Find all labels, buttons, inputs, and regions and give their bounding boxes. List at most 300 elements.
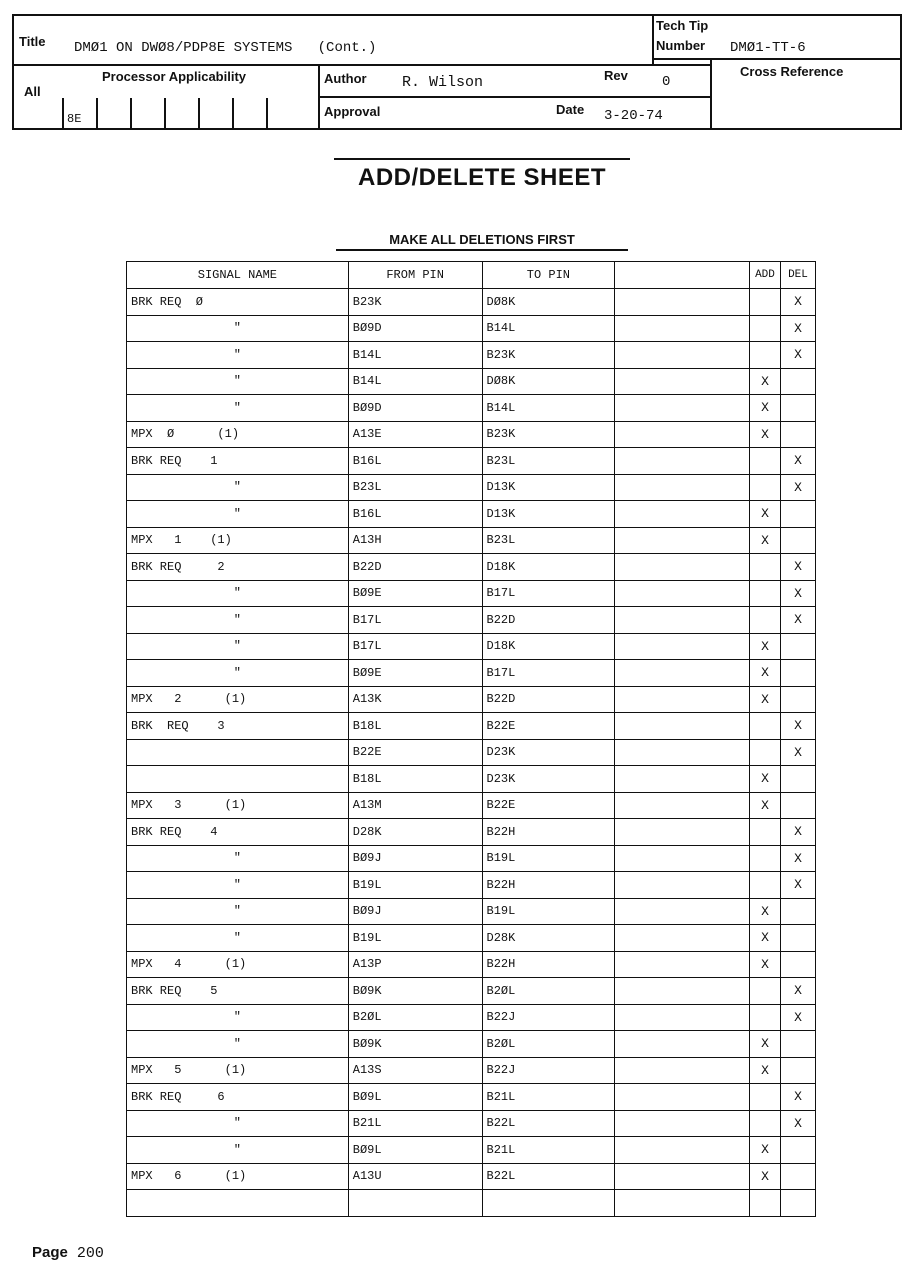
del-mark-cell: X: [780, 289, 815, 316]
processor-cell: [96, 98, 130, 128]
processor-cell: [164, 98, 198, 128]
signal-name-cell: BRK REQ 2: [127, 554, 349, 581]
from-pin-cell: B18L: [348, 766, 482, 793]
table-row: [127, 792, 816, 819]
table-body: [127, 289, 816, 1217]
ditto-mark: ": [233, 1010, 241, 1025]
to-pin-cell: [482, 1190, 615, 1217]
add-mark-cell: [749, 289, 780, 316]
to-pin-cell: D18K: [482, 633, 615, 660]
add-mark-cell: X: [749, 1031, 780, 1058]
del-mark-cell: X: [780, 713, 815, 740]
to-pin-cell: B23K: [482, 421, 615, 448]
table-row: [127, 395, 816, 422]
del-mark-cell: X: [780, 315, 815, 342]
ditto-mark: ": [233, 480, 241, 495]
table-row: [127, 739, 816, 766]
del-mark-cell: [780, 792, 815, 819]
del-mark-cell: [780, 633, 815, 660]
table-row: [127, 501, 816, 528]
add-mark-cell: X: [749, 395, 780, 422]
del-mark-cell: [780, 501, 815, 528]
table-row: [127, 554, 816, 581]
from-pin-cell: B22D: [348, 554, 482, 581]
table-row: [127, 289, 816, 316]
to-pin-cell: B22J: [482, 1057, 615, 1084]
add-mark-cell: [749, 872, 780, 899]
to-pin-cell: B2ØL: [482, 978, 615, 1005]
blank-cell: [615, 1110, 750, 1137]
table-row: [127, 580, 816, 607]
add-mark-cell: X: [749, 951, 780, 978]
ditto-mark: ": [233, 347, 241, 362]
to-pin-cell: B17L: [482, 660, 615, 687]
title-value: DMØ1 ON DWØ8/PDP8E SYSTEMS (Cont.): [74, 40, 377, 56]
ditto-mark: ": [233, 374, 241, 389]
del-mark-cell: [780, 1031, 815, 1058]
blank-cell: [615, 978, 750, 1005]
blank-cell: [615, 633, 750, 660]
to-pin-cell: B19L: [482, 898, 615, 925]
from-pin-cell: B17L: [348, 633, 482, 660]
from-pin-cell: A13E: [348, 421, 482, 448]
signal-name-cell: [127, 739, 349, 766]
to-pin-cell: D18K: [482, 554, 615, 581]
add-mark-cell: X: [749, 1163, 780, 1190]
signal-name-cell: MPX 3 (1): [127, 792, 349, 819]
blank-cell: [615, 739, 750, 766]
signal-name-cell: MPX 2 (1): [127, 686, 349, 713]
del-mark-cell: X: [780, 607, 815, 634]
del-mark-cell: X: [780, 819, 815, 846]
from-pin-cell: B16L: [348, 448, 482, 475]
from-pin-cell: B19L: [348, 925, 482, 952]
blank-cell: [615, 898, 750, 925]
blank-cell: [615, 819, 750, 846]
signal-name-cell: [127, 1137, 349, 1164]
signal-name-cell: BRK REQ 1: [127, 448, 349, 475]
col-header-to: TO PIN: [482, 262, 615, 289]
signal-name-cell: [127, 925, 349, 952]
del-mark-cell: [780, 660, 815, 687]
from-pin-cell: BØ9E: [348, 580, 482, 607]
from-pin-cell: B21L: [348, 1110, 482, 1137]
date-label: Date: [556, 102, 585, 117]
del-mark-cell: X: [780, 1110, 815, 1137]
processor-cell: [130, 98, 164, 128]
add-mark-cell: X: [749, 925, 780, 952]
from-pin-cell: A13U: [348, 1163, 482, 1190]
from-pin-cell: BØ9J: [348, 898, 482, 925]
table-row: [127, 1110, 816, 1137]
blank-cell: [615, 607, 750, 634]
del-mark-cell: X: [780, 1084, 815, 1111]
to-pin-cell: B21L: [482, 1137, 615, 1164]
from-pin-cell: BØ9K: [348, 1031, 482, 1058]
del-mark-cell: X: [780, 342, 815, 369]
table-row: [127, 1190, 816, 1217]
from-pin-cell: BØ9L: [348, 1084, 482, 1111]
blank-cell: [615, 1190, 750, 1217]
from-pin-cell: [348, 1190, 482, 1217]
del-mark-cell: [780, 1163, 815, 1190]
ditto-mark: ": [233, 930, 241, 945]
col-header-signal: SIGNAL NAME: [127, 262, 349, 289]
add-mark-cell: [749, 739, 780, 766]
to-pin-cell: B22H: [482, 819, 615, 846]
blank-cell: [615, 474, 750, 501]
title-label: Title: [19, 34, 46, 49]
ditto-mark: ": [233, 877, 241, 892]
table-row: [127, 978, 816, 1005]
to-pin-cell: DØ8K: [482, 368, 615, 395]
processor-cell: [232, 98, 266, 128]
from-pin-cell: BØ9J: [348, 845, 482, 872]
ditto-mark: ": [233, 851, 241, 866]
to-pin-cell: B22J: [482, 1004, 615, 1031]
table-row: [127, 474, 816, 501]
del-mark-cell: [780, 395, 815, 422]
ditto-mark: ": [233, 639, 241, 654]
add-mark-cell: [749, 1004, 780, 1031]
from-pin-cell: B2ØL: [348, 1004, 482, 1031]
to-pin-cell: D28K: [482, 925, 615, 952]
to-pin-cell: B22L: [482, 1110, 615, 1137]
to-pin-cell: B22H: [482, 872, 615, 899]
add-mark-cell: X: [749, 527, 780, 554]
blank-cell: [615, 1084, 750, 1111]
del-mark-cell: [780, 766, 815, 793]
add-mark-cell: X: [749, 368, 780, 395]
blank-cell: [615, 368, 750, 395]
table-row: [127, 342, 816, 369]
from-pin-cell: A13K: [348, 686, 482, 713]
to-pin-cell: B22L: [482, 1163, 615, 1190]
signal-name-cell: [127, 580, 349, 607]
del-mark-cell: X: [780, 554, 815, 581]
del-mark-cell: X: [780, 474, 815, 501]
to-pin-cell: D23K: [482, 739, 615, 766]
add-mark-cell: X: [749, 660, 780, 687]
col-header-from: FROM PIN: [348, 262, 482, 289]
blank-cell: [615, 1163, 750, 1190]
add-mark-cell: [749, 448, 780, 475]
signal-name-cell: BRK REQ 3: [127, 713, 349, 740]
add-mark-cell: X: [749, 1137, 780, 1164]
table-row: [127, 925, 816, 952]
from-pin-cell: BØ9E: [348, 660, 482, 687]
blank-cell: [615, 766, 750, 793]
del-mark-cell: [780, 1057, 815, 1084]
blank-cell: [615, 448, 750, 475]
signal-name-cell: [127, 660, 349, 687]
to-pin-cell: B14L: [482, 315, 615, 342]
table-row: [127, 1057, 816, 1084]
signal-name-cell: [127, 474, 349, 501]
signal-name-cell: BRK REQ 4: [127, 819, 349, 846]
to-pin-cell: B22D: [482, 686, 615, 713]
page-number: 200: [76, 1245, 104, 1262]
add-mark-cell: [749, 1190, 780, 1217]
ditto-mark: ": [233, 321, 241, 336]
all-label: All: [24, 84, 41, 99]
col-header-del: DEL: [780, 262, 815, 289]
add-mark-cell: X: [749, 792, 780, 819]
table-row: [127, 1137, 816, 1164]
table-header-row: [127, 262, 816, 289]
blank-cell: [615, 527, 750, 554]
add-mark-cell: [749, 845, 780, 872]
blank-cell: [615, 925, 750, 952]
del-mark-cell: [780, 925, 815, 952]
ditto-mark: ": [233, 400, 241, 415]
table-row: [127, 315, 816, 342]
blank-cell: [615, 660, 750, 687]
blank-cell: [615, 315, 750, 342]
from-pin-cell: B18L: [348, 713, 482, 740]
to-pin-cell: DØ8K: [482, 289, 615, 316]
approval-label: Approval: [324, 104, 381, 119]
signal-name-cell: [127, 1190, 349, 1217]
add-mark-cell: [749, 554, 780, 581]
blank-cell: [615, 501, 750, 528]
instruction-text: MAKE ALL DELETIONS FIRST: [336, 232, 628, 251]
ditto-mark: ": [233, 665, 241, 680]
blank-cell: [615, 421, 750, 448]
add-mark-cell: [749, 713, 780, 740]
to-pin-cell: B23L: [482, 448, 615, 475]
signal-name-cell: [127, 368, 349, 395]
blank-cell: [615, 395, 750, 422]
processor-cell: [266, 98, 300, 128]
to-pin-cell: B2ØL: [482, 1031, 615, 1058]
crossref-label: Cross Reference: [740, 64, 844, 79]
del-mark-cell: [780, 368, 815, 395]
to-pin-cell: B23K: [482, 342, 615, 369]
table-row: [127, 421, 816, 448]
table-row: [127, 660, 816, 687]
signal-name-cell: MPX 5 (1): [127, 1057, 349, 1084]
from-pin-cell: BØ9L: [348, 1137, 482, 1164]
signal-name-cell: BRK REQ 6: [127, 1084, 349, 1111]
signal-name-cell: BRK REQ Ø: [127, 289, 349, 316]
signal-name-cell: BRK REQ 5: [127, 978, 349, 1005]
ditto-mark: ": [233, 612, 241, 627]
processor-cell: [198, 98, 232, 128]
add-mark-cell: [749, 474, 780, 501]
ditto-mark: ": [233, 1142, 241, 1157]
table-row: [127, 1004, 816, 1031]
del-mark-cell: X: [780, 845, 815, 872]
del-mark-cell: X: [780, 739, 815, 766]
del-mark-cell: [780, 1190, 815, 1217]
add-mark-cell: X: [749, 898, 780, 925]
table-row: [127, 1031, 816, 1058]
from-pin-cell: B14L: [348, 368, 482, 395]
table-row: [127, 527, 816, 554]
from-pin-cell: A13M: [348, 792, 482, 819]
from-pin-cell: D28K: [348, 819, 482, 846]
to-pin-cell: B23L: [482, 527, 615, 554]
number-value: DMØ1-TT-6: [730, 40, 806, 56]
signal-name-cell: [127, 872, 349, 899]
add-mark-cell: X: [749, 501, 780, 528]
table-row: [127, 607, 816, 634]
signal-name-cell: [127, 501, 349, 528]
from-pin-cell: BØ9D: [348, 315, 482, 342]
add-mark-cell: [749, 607, 780, 634]
to-pin-cell: D13K: [482, 474, 615, 501]
from-pin-cell: BØ9K: [348, 978, 482, 1005]
table-row: [127, 819, 816, 846]
to-pin-cell: B14L: [482, 395, 615, 422]
header-form: [12, 14, 902, 130]
col-header-blank: [615, 262, 750, 289]
blank-cell: [615, 1057, 750, 1084]
blank-cell: [615, 1004, 750, 1031]
add-mark-cell: [749, 978, 780, 1005]
table-row: [127, 766, 816, 793]
to-pin-cell: B22H: [482, 951, 615, 978]
processor-cell: 8E: [62, 98, 96, 128]
table-row: [127, 368, 816, 395]
to-pin-cell: B17L: [482, 580, 615, 607]
author-label: Author: [324, 71, 367, 86]
from-pin-cell: B17L: [348, 607, 482, 634]
add-mark-cell: [749, 315, 780, 342]
add-mark-cell: X: [749, 633, 780, 660]
signal-name-cell: [127, 845, 349, 872]
from-pin-cell: B23L: [348, 474, 482, 501]
page-footer: [32, 1244, 104, 1262]
del-mark-cell: [780, 686, 815, 713]
rev-label: Rev: [604, 68, 628, 83]
to-pin-cell: D23K: [482, 766, 615, 793]
processor-label: Processor Applicability: [102, 69, 247, 84]
from-pin-cell: BØ9D: [348, 395, 482, 422]
add-mark-cell: [749, 1084, 780, 1111]
table-row: [127, 1163, 816, 1190]
blank-cell: [615, 342, 750, 369]
sheet-title: ADD/DELETE SHEET: [334, 158, 630, 192]
techtip-label: Tech Tip: [656, 18, 709, 33]
add-mark-cell: X: [749, 766, 780, 793]
add-mark-cell: X: [749, 686, 780, 713]
add-mark-cell: X: [749, 421, 780, 448]
del-mark-cell: X: [780, 448, 815, 475]
table-row: [127, 713, 816, 740]
del-mark-cell: X: [780, 872, 815, 899]
table-row: [127, 633, 816, 660]
to-pin-cell: B21L: [482, 1084, 615, 1111]
del-mark-cell: X: [780, 1004, 815, 1031]
blank-cell: [615, 845, 750, 872]
from-pin-cell: A13S: [348, 1057, 482, 1084]
del-mark-cell: [780, 421, 815, 448]
ditto-mark: ": [233, 1036, 241, 1051]
del-mark-cell: X: [780, 978, 815, 1005]
to-pin-cell: B22E: [482, 792, 615, 819]
to-pin-cell: D13K: [482, 501, 615, 528]
ditto-mark: ": [233, 904, 241, 919]
page-label: Page: [32, 1244, 68, 1261]
to-pin-cell: B22D: [482, 607, 615, 634]
processor-cells: [62, 98, 300, 130]
add-mark-cell: [749, 342, 780, 369]
signal-name-cell: [127, 633, 349, 660]
to-pin-cell: B22E: [482, 713, 615, 740]
add-mark-cell: X: [749, 1057, 780, 1084]
table-row: [127, 686, 816, 713]
from-pin-cell: B23K: [348, 289, 482, 316]
signal-name-cell: [127, 395, 349, 422]
add-delete-table: [126, 261, 816, 1217]
date-value: 3-20-74: [604, 108, 663, 124]
from-pin-cell: B19L: [348, 872, 482, 899]
del-mark-cell: [780, 898, 815, 925]
author-value: R. Wilson: [402, 74, 484, 91]
blank-cell: [615, 713, 750, 740]
blank-cell: [615, 951, 750, 978]
signal-name-cell: MPX 1 (1): [127, 527, 349, 554]
from-pin-cell: A13H: [348, 527, 482, 554]
blank-cell: [615, 792, 750, 819]
table-row: [127, 898, 816, 925]
signal-name-cell: [127, 898, 349, 925]
blank-cell: [615, 580, 750, 607]
signal-name-cell: MPX Ø (1): [127, 421, 349, 448]
del-mark-cell: X: [780, 580, 815, 607]
blank-cell: [615, 554, 750, 581]
rev-value: 0: [662, 74, 671, 90]
table-row: [127, 1084, 816, 1111]
blank-cell: [615, 1137, 750, 1164]
blank-cell: [615, 686, 750, 713]
del-mark-cell: [780, 1137, 815, 1164]
number-label: Number: [656, 38, 706, 53]
add-mark-cell: [749, 819, 780, 846]
ditto-mark: ": [233, 586, 241, 601]
ditto-mark: ": [233, 1116, 241, 1131]
del-mark-cell: [780, 527, 815, 554]
del-mark-cell: [780, 951, 815, 978]
ditto-mark: ": [233, 506, 241, 521]
from-pin-cell: B22E: [348, 739, 482, 766]
signal-name-cell: [127, 342, 349, 369]
table-row: [127, 845, 816, 872]
add-mark-cell: [749, 1110, 780, 1137]
signal-name-cell: MPX 6 (1): [127, 1163, 349, 1190]
col-header-add: ADD: [749, 262, 780, 289]
signal-name-cell: [127, 1004, 349, 1031]
table-row: [127, 448, 816, 475]
table-row: [127, 951, 816, 978]
signal-name-cell: [127, 1110, 349, 1137]
author-box: [318, 64, 712, 98]
from-pin-cell: A13P: [348, 951, 482, 978]
signal-name-cell: [127, 607, 349, 634]
blank-cell: [615, 1031, 750, 1058]
from-pin-cell: B16L: [348, 501, 482, 528]
to-pin-cell: B19L: [482, 845, 615, 872]
signal-name-cell: [127, 315, 349, 342]
signal-name-cell: [127, 1031, 349, 1058]
blank-cell: [615, 289, 750, 316]
blank-cell: [615, 872, 750, 899]
signal-name-cell: MPX 4 (1): [127, 951, 349, 978]
table-row: [127, 872, 816, 899]
from-pin-cell: B14L: [348, 342, 482, 369]
